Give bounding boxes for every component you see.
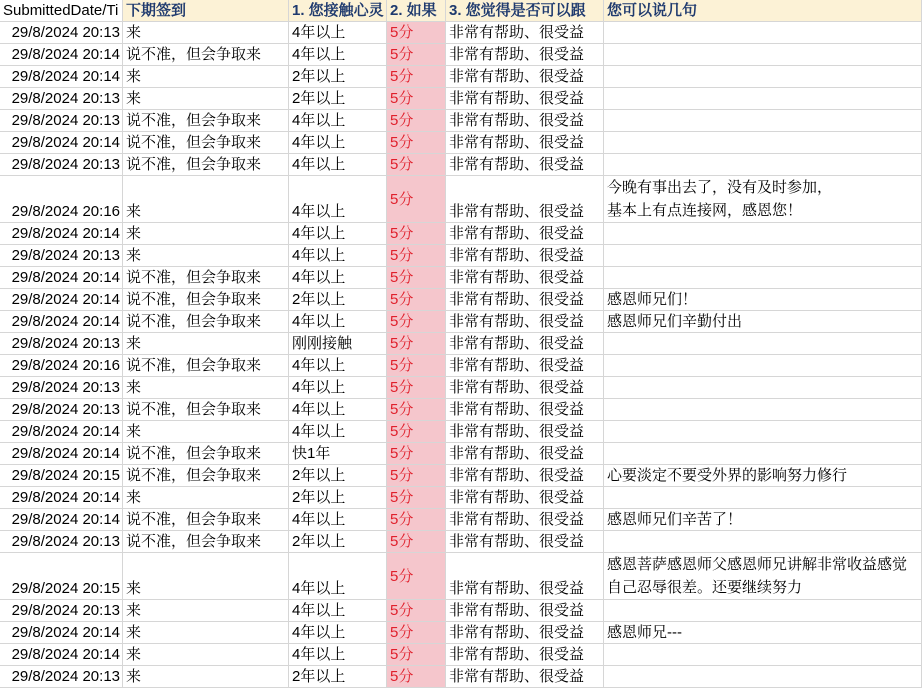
table-row xyxy=(0,509,922,531)
cell-helpfulness[interactable]: 非常有帮助、很受益 xyxy=(446,223,604,245)
cell-comment[interactable] xyxy=(604,421,922,443)
cell-attendance[interactable]: 来 xyxy=(123,421,289,443)
table-row xyxy=(0,531,922,553)
cell-submitted-date[interactable]: 29/8/2024 20:14 xyxy=(0,66,123,88)
table-row xyxy=(0,355,922,377)
cell-submitted-date[interactable]: 29/8/2024 20:14 xyxy=(0,289,123,311)
cell-score[interactable]: 5分 xyxy=(387,289,446,311)
cell-attendance[interactable]: 来 xyxy=(123,245,289,267)
table-row xyxy=(0,333,922,355)
cell-submitted-date[interactable]: 29/8/2024 20:13 xyxy=(0,88,123,110)
cell-submitted-date[interactable]: 29/8/2024 20:13 xyxy=(0,377,123,399)
cell-attendance[interactable]: 来 xyxy=(123,377,289,399)
cell-duration[interactable]: 4年以上 xyxy=(289,267,387,289)
cell-comment[interactable] xyxy=(604,666,922,688)
cell-helpfulness[interactable]: 非常有帮助、很受益 xyxy=(446,531,604,553)
table-row xyxy=(0,245,922,267)
cell-score[interactable]: 5分 xyxy=(387,245,446,267)
header-row xyxy=(0,0,922,22)
header-question-3[interactable]: 3. 您觉得是否可以跟 xyxy=(446,0,604,22)
cell-comment[interactable] xyxy=(604,245,922,267)
cell-submitted-date[interactable]: 29/8/2024 20:14 xyxy=(0,132,123,154)
cell-duration[interactable]: 4年以上 xyxy=(289,176,387,223)
cell-score[interactable]: 5分 xyxy=(387,176,446,223)
cell-helpfulness[interactable]: 非常有帮助、很受益 xyxy=(446,600,604,622)
table-row xyxy=(0,377,922,399)
cell-score[interactable]: 5分 xyxy=(387,666,446,688)
cell-attendance[interactable]: 说不准，但会争取来 xyxy=(123,154,289,176)
cell-duration[interactable]: 2年以上 xyxy=(289,465,387,487)
cell-attendance[interactable]: 来 xyxy=(123,666,289,688)
cell-submitted-date[interactable]: 29/8/2024 20:13 xyxy=(0,333,123,355)
cell-helpfulness[interactable]: 非常有帮助、很受益 xyxy=(446,399,604,421)
cell-score[interactable]: 5分 xyxy=(387,399,446,421)
cell-helpfulness[interactable]: 非常有帮助、很受益 xyxy=(446,333,604,355)
cell-score[interactable]: 5分 xyxy=(387,66,446,88)
cell-submitted-date[interactable]: 29/8/2024 20:14 xyxy=(0,644,123,666)
cell-helpfulness[interactable]: 非常有帮助、很受益 xyxy=(446,644,604,666)
cell-submitted-date[interactable]: 29/8/2024 20:13 xyxy=(0,666,123,688)
cell-duration[interactable]: 4年以上 xyxy=(289,223,387,245)
cell-score[interactable]: 5分 xyxy=(387,553,446,600)
cell-helpfulness[interactable]: 非常有帮助、很受益 xyxy=(446,245,604,267)
cell-attendance[interactable]: 说不准，但会争取来 xyxy=(123,267,289,289)
cell-duration[interactable]: 4年以上 xyxy=(289,22,387,44)
cell-comment[interactable]: 感恩师兄们辛勤付出 xyxy=(604,311,922,333)
cell-helpfulness[interactable]: 非常有帮助、很受益 xyxy=(446,622,604,644)
cell-submitted-date[interactable]: 29/8/2024 20:13 xyxy=(0,154,123,176)
cell-submitted-date[interactable]: 29/8/2024 20:13 xyxy=(0,22,123,44)
cell-score[interactable]: 5分 xyxy=(387,600,446,622)
table-row xyxy=(0,66,922,88)
cell-submitted-date[interactable]: 29/8/2024 20:14 xyxy=(0,443,123,465)
cell-comment[interactable] xyxy=(604,531,922,553)
cell-helpfulness[interactable]: 非常有帮助、很受益 xyxy=(446,44,604,66)
cell-helpfulness[interactable]: 非常有帮助、很受益 xyxy=(446,553,604,600)
table-row xyxy=(0,600,922,622)
table-row xyxy=(0,132,922,154)
cell-attendance[interactable]: 来 xyxy=(123,22,289,44)
cell-attendance[interactable]: 说不准，但会争取来 xyxy=(123,443,289,465)
cell-submitted-date[interactable]: 29/8/2024 20:14 xyxy=(0,44,123,66)
cell-attendance[interactable]: 说不准，但会争取来 xyxy=(123,132,289,154)
cell-submitted-date[interactable]: 29/8/2024 20:14 xyxy=(0,267,123,289)
cell-score[interactable]: 5分 xyxy=(387,509,446,531)
cell-duration[interactable]: 4年以上 xyxy=(289,622,387,644)
header-comments[interactable]: 您可以说几句 xyxy=(604,0,922,22)
cell-duration[interactable]: 刚刚接触 xyxy=(289,333,387,355)
cell-duration[interactable]: 2年以上 xyxy=(289,66,387,88)
cell-comment[interactable] xyxy=(604,22,922,44)
cell-duration[interactable]: 4年以上 xyxy=(289,509,387,531)
cell-comment[interactable]: 感恩菩萨感恩师父感恩师兄讲解非常收益感觉自己忍辱很差。还要继续努力 xyxy=(604,553,922,600)
cell-comment[interactable]: 感恩师兄们！ xyxy=(604,289,922,311)
header-attendance[interactable]: 下期签到 xyxy=(123,0,289,22)
cell-comment[interactable]: 心要淡定不要受外界的影响努力修行 xyxy=(604,465,922,487)
cell-helpfulness[interactable]: 非常有帮助、很受益 xyxy=(446,666,604,688)
cell-helpfulness[interactable]: 非常有帮助、很受益 xyxy=(446,355,604,377)
cell-score[interactable]: 5分 xyxy=(387,311,446,333)
cell-score[interactable]: 5分 xyxy=(387,154,446,176)
cell-helpfulness[interactable]: 非常有帮助、很受益 xyxy=(446,509,604,531)
cell-comment[interactable] xyxy=(604,600,922,622)
table-row xyxy=(0,487,922,509)
cell-submitted-date[interactable]: 29/8/2024 20:13 xyxy=(0,399,123,421)
cell-helpfulness[interactable]: 非常有帮助、很受益 xyxy=(446,443,604,465)
cell-comment[interactable] xyxy=(604,644,922,666)
cell-comment[interactable] xyxy=(604,399,922,421)
cell-score[interactable]: 5分 xyxy=(387,644,446,666)
cell-comment[interactable] xyxy=(604,443,922,465)
cell-duration[interactable]: 4年以上 xyxy=(289,377,387,399)
cell-duration[interactable]: 4年以上 xyxy=(289,311,387,333)
cell-duration[interactable]: 2年以上 xyxy=(289,666,387,688)
table-row xyxy=(0,666,922,688)
table-row xyxy=(0,22,922,44)
cell-helpfulness[interactable]: 非常有帮助、很受益 xyxy=(446,377,604,399)
cell-duration[interactable]: 2年以上 xyxy=(289,289,387,311)
cell-helpfulness[interactable]: 非常有帮助、很受益 xyxy=(446,154,604,176)
cell-attendance[interactable]: 说不准，但会争取来 xyxy=(123,399,289,421)
cell-submitted-date[interactable]: 29/8/2024 20:16 xyxy=(0,176,123,223)
cell-comment[interactable]: 今晚有事出去了，没有及时参加， 基本上有点连接网，感恩您！ xyxy=(604,176,922,223)
cell-score[interactable]: 5分 xyxy=(387,465,446,487)
table-row xyxy=(0,44,922,66)
cell-attendance[interactable]: 说不准，但会争取来 xyxy=(123,110,289,132)
cell-attendance[interactable]: 来 xyxy=(123,223,289,245)
cell-submitted-date[interactable]: 29/8/2024 20:13 xyxy=(0,110,123,132)
cell-comment[interactable] xyxy=(604,267,922,289)
cell-attendance[interactable]: 来 xyxy=(123,66,289,88)
cell-attendance[interactable]: 说不准，但会争取来 xyxy=(123,311,289,333)
cell-submitted-date[interactable]: 29/8/2024 20:14 xyxy=(0,509,123,531)
cell-score[interactable]: 5分 xyxy=(387,44,446,66)
cell-score[interactable]: 5分 xyxy=(387,88,446,110)
cell-helpfulness[interactable]: 非常有帮助、很受益 xyxy=(446,176,604,223)
cell-score[interactable]: 5分 xyxy=(387,355,446,377)
cell-duration[interactable]: 4年以上 xyxy=(289,110,387,132)
cell-score[interactable]: 5分 xyxy=(387,110,446,132)
cell-attendance[interactable]: 说不准，但会争取来 xyxy=(123,44,289,66)
table-body xyxy=(0,22,922,688)
cell-submitted-date[interactable]: 29/8/2024 20:14 xyxy=(0,487,123,509)
cell-attendance[interactable]: 来 xyxy=(123,600,289,622)
cell-attendance[interactable]: 说不准，但会争取来 xyxy=(123,509,289,531)
cell-duration[interactable]: 4年以上 xyxy=(289,399,387,421)
header-submitted-date[interactable]: SubmittedDate/Ti xyxy=(0,0,123,22)
cell-comment[interactable] xyxy=(604,333,922,355)
table-row xyxy=(0,622,922,644)
cell-helpfulness[interactable]: 非常有帮助、很受益 xyxy=(446,110,604,132)
cell-attendance[interactable]: 说不准，但会争取来 xyxy=(123,465,289,487)
cell-duration[interactable]: 4年以上 xyxy=(289,421,387,443)
cell-attendance[interactable]: 来 xyxy=(123,622,289,644)
cell-comment[interactable] xyxy=(604,110,922,132)
table-row xyxy=(0,311,922,333)
table-row xyxy=(0,289,922,311)
cell-submitted-date[interactable]: 29/8/2024 20:13 xyxy=(0,245,123,267)
cell-duration[interactable]: 2年以上 xyxy=(289,487,387,509)
cell-comment[interactable] xyxy=(604,487,922,509)
cell-comment[interactable] xyxy=(604,88,922,110)
cell-comment[interactable] xyxy=(604,355,922,377)
cell-comment[interactable] xyxy=(604,66,922,88)
table-row xyxy=(0,110,922,132)
cell-comment[interactable] xyxy=(604,154,922,176)
cell-duration[interactable]: 4年以上 xyxy=(289,132,387,154)
table-row xyxy=(0,443,922,465)
cell-comment[interactable] xyxy=(604,377,922,399)
cell-score[interactable]: 5分 xyxy=(387,443,446,465)
cell-attendance[interactable]: 来 xyxy=(123,88,289,110)
cell-comment[interactable] xyxy=(604,132,922,154)
cell-score[interactable]: 5分 xyxy=(387,223,446,245)
cell-attendance[interactable]: 来 xyxy=(123,553,289,600)
cell-helpfulness[interactable]: 非常有帮助、很受益 xyxy=(446,487,604,509)
cell-helpfulness[interactable]: 非常有帮助、很受益 xyxy=(446,465,604,487)
cell-duration[interactable]: 4年以上 xyxy=(289,553,387,600)
cell-attendance[interactable]: 来 xyxy=(123,487,289,509)
cell-submitted-date[interactable]: 29/8/2024 20:13 xyxy=(0,600,123,622)
cell-duration[interactable]: 2年以上 xyxy=(289,531,387,553)
cell-helpfulness[interactable]: 非常有帮助、很受益 xyxy=(446,421,604,443)
table-row xyxy=(0,154,922,176)
cell-duration[interactable]: 2年以上 xyxy=(289,88,387,110)
cell-score[interactable]: 5分 xyxy=(387,377,446,399)
cell-score[interactable]: 5分 xyxy=(387,132,446,154)
cell-submitted-date[interactable]: 29/8/2024 20:16 xyxy=(0,355,123,377)
cell-score[interactable]: 5分 xyxy=(387,622,446,644)
table-row xyxy=(0,644,922,666)
table-row xyxy=(0,553,922,600)
cell-comment[interactable]: 感恩师兄们辛苦了！ xyxy=(604,509,922,531)
cell-duration[interactable]: 快1年 xyxy=(289,443,387,465)
cell-attendance[interactable]: 来 xyxy=(123,176,289,223)
cell-comment[interactable] xyxy=(604,223,922,245)
cell-duration[interactable]: 4年以上 xyxy=(289,44,387,66)
table-row xyxy=(0,465,922,487)
header-question-1[interactable]: 1. 您接触心灵 xyxy=(289,0,387,22)
cell-submitted-date[interactable]: 29/8/2024 20:14 xyxy=(0,311,123,333)
cell-submitted-date[interactable]: 29/8/2024 20:14 xyxy=(0,223,123,245)
cell-duration[interactable]: 4年以上 xyxy=(289,600,387,622)
table-row xyxy=(0,399,922,421)
cell-duration[interactable]: 4年以上 xyxy=(289,245,387,267)
cell-duration[interactable]: 4年以上 xyxy=(289,355,387,377)
table-row xyxy=(0,176,922,223)
cell-duration[interactable]: 4年以上 xyxy=(289,644,387,666)
cell-helpfulness[interactable]: 非常有帮助、很受益 xyxy=(446,311,604,333)
cell-submitted-date[interactable]: 29/8/2024 20:13 xyxy=(0,531,123,553)
cell-helpfulness[interactable]: 非常有帮助、很受益 xyxy=(446,88,604,110)
cell-attendance[interactable]: 来 xyxy=(123,333,289,355)
table-row xyxy=(0,267,922,289)
table-row xyxy=(0,223,922,245)
cell-comment[interactable]: 感恩师兄--- xyxy=(604,622,922,644)
cell-attendance[interactable]: 说不准，但会争取来 xyxy=(123,531,289,553)
cell-helpfulness[interactable]: 非常有帮助、很受益 xyxy=(446,267,604,289)
cell-attendance[interactable]: 来 xyxy=(123,644,289,666)
cell-duration[interactable]: 4年以上 xyxy=(289,154,387,176)
table-row xyxy=(0,88,922,110)
cell-score[interactable]: 5分 xyxy=(387,421,446,443)
cell-submitted-date[interactable]: 29/8/2024 20:14 xyxy=(0,421,123,443)
cell-helpfulness[interactable]: 非常有帮助、很受益 xyxy=(446,132,604,154)
table-row xyxy=(0,421,922,443)
cell-helpfulness[interactable]: 非常有帮助、很受益 xyxy=(446,289,604,311)
cell-helpfulness[interactable]: 非常有帮助、很受益 xyxy=(446,22,604,44)
cell-attendance[interactable]: 说不准，但会争取来 xyxy=(123,289,289,311)
header-question-2[interactable]: 2. 如果 xyxy=(387,0,446,22)
cell-submitted-date[interactable]: 29/8/2024 20:14 xyxy=(0,622,123,644)
cell-attendance[interactable]: 说不准，但会争取来 xyxy=(123,355,289,377)
cell-helpfulness[interactable]: 非常有帮助、很受益 xyxy=(446,66,604,88)
cell-score[interactable]: 5分 xyxy=(387,487,446,509)
cell-score[interactable]: 5分 xyxy=(387,267,446,289)
cell-comment[interactable] xyxy=(604,44,922,66)
cell-score[interactable]: 5分 xyxy=(387,531,446,553)
cell-submitted-date[interactable]: 29/8/2024 20:15 xyxy=(0,553,123,600)
cell-score[interactable]: 5分 xyxy=(387,333,446,355)
cell-score[interactable]: 5分 xyxy=(387,22,446,44)
cell-submitted-date[interactable]: 29/8/2024 20:15 xyxy=(0,465,123,487)
